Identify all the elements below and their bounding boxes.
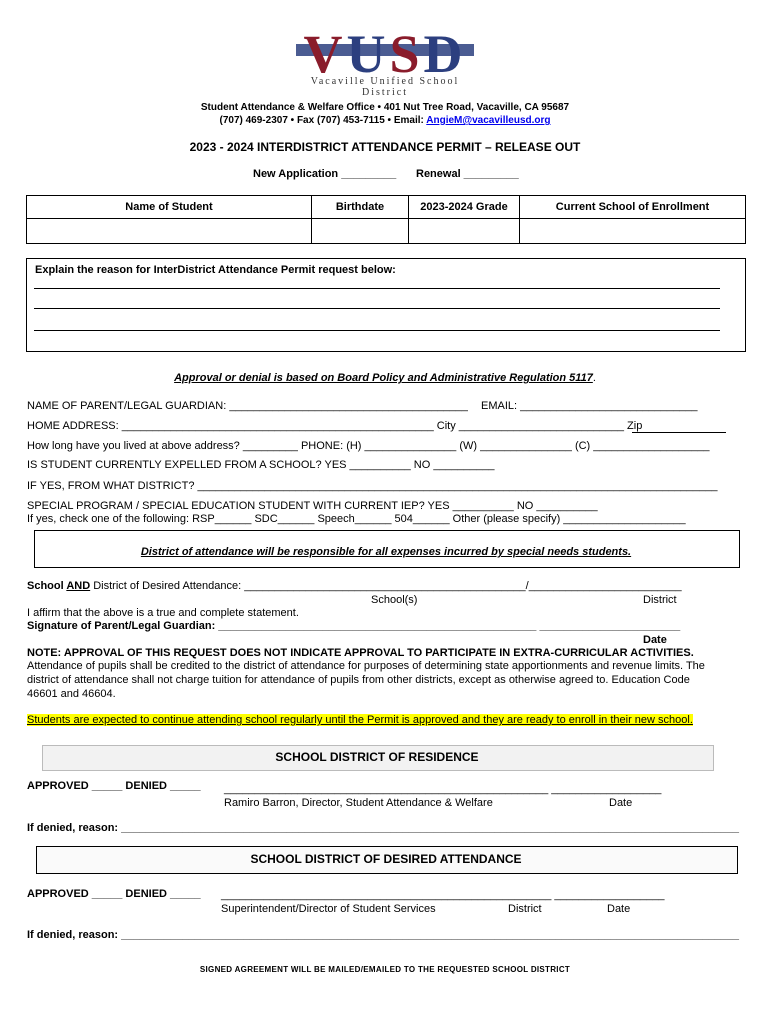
- attendance-paragraph-1: Attendance of pupils shall be credited to the district of attendance for purposes of determining state apportionments and revenue limits. The: [27, 660, 705, 672]
- residence-signer-name: Ramiro Barron, Director, Student Attendance & Welfare: [224, 797, 493, 809]
- explain-line-2[interactable]: [34, 308, 720, 309]
- parent-email-field[interactable]: EMAIL: _____________________________: [481, 400, 698, 412]
- email-link[interactable]: AngieM@vacavilleusd.org: [426, 115, 551, 126]
- responsibility-text: District of attendance will be responsible for all expenses incurred by special needs students.: [140, 546, 632, 558]
- contact-prefix: (707) 469-2307 • Fax (707) 453-7115 • Email:: [219, 115, 427, 126]
- current-school-cell[interactable]: [520, 219, 746, 244]
- expelled-question[interactable]: IS STUDENT CURRENTLY EXPELLED FROM A SCHOOL? YES __________ NO __________: [27, 459, 495, 471]
- residence-title: SCHOOL DISTRICT OF RESIDENCE: [275, 750, 479, 764]
- parent-name-field[interactable]: NAME OF PARENT/LEGAL GUARDIAN: _______________________________________: [27, 400, 468, 412]
- schools-label: School(s): [371, 594, 418, 606]
- office-contact: [0, 115, 770, 126]
- district-logo: [290, 24, 480, 98]
- desired-prefix: School: [27, 580, 67, 592]
- desired-and: AND: [66, 580, 91, 592]
- col-header-name: Name of Student: [27, 196, 312, 219]
- affirm-statement: I affirm that the above is a true and complete statement.: [27, 607, 299, 619]
- district-label: District: [643, 594, 677, 606]
- enrollment-expectation-notice: Students are expected to continue attending school regularly until the Permit is approved and they are ready to enroll in their new school.: [27, 714, 693, 726]
- home-address-field[interactable]: HOME ADDRESS: ___________________________________________________ City ___________________________ Zip: [27, 420, 643, 432]
- office-address: Student Attendance & Welfare Office • 401 Nut Tree Road, Vacaville, CA 95687: [200, 102, 570, 113]
- zip-line[interactable]: [632, 432, 726, 433]
- col-header-birthdate: Birthdate: [312, 196, 409, 219]
- desired-school-district-field[interactable]: [27, 580, 682, 592]
- student-info-table: [26, 195, 746, 244]
- special-program-checklist[interactable]: If yes, check one of the following: RSP______ SDC______ Speech______ 504______ Other (please specify) ____________________: [27, 513, 686, 525]
- explain-line-3[interactable]: [34, 330, 720, 331]
- signature-date-label: Date: [643, 634, 667, 646]
- residence-signature-line[interactable]: _____________________________________________________ __________________: [224, 783, 662, 795]
- residence-duration-phone-field[interactable]: How long have you lived at above address? _________ PHONE: (H) _______________ (W) _______________ (C) ___________________: [27, 440, 710, 452]
- desired-suffix: District of Desired Attendance: ______________________________________________/_________________________: [90, 580, 682, 592]
- student-name-cell[interactable]: [27, 219, 312, 244]
- logo-letters: VUSD: [303, 24, 467, 84]
- col-header-grade: 2023-2024 Grade: [409, 196, 520, 219]
- attendance-paragraph-2: district of attendance shall not charge tuition for attendance of pupils from other districts, except as otherwise agreed to. Education Code: [27, 674, 690, 686]
- attendance-paragraph-3: 46601 and 46604.: [27, 688, 116, 700]
- renewal-field[interactable]: Renewal _________: [416, 168, 519, 180]
- residence-denial-reason-field[interactable]: If denied, reason: _____________________________________________________________________________________________________: [27, 822, 740, 834]
- special-education-question[interactable]: SPECIAL PROGRAM / SPECIAL EDUCATION STUDENT WITH CURRENT IEP? YES __________ NO __________: [27, 500, 598, 512]
- extracurricular-note: NOTE: APPROVAL OF THIS REQUEST DOES NOT INDICATE APPROVAL TO PARTICIPATE IN EXTRA-CURRICULAR ACTIVITIES.: [27, 647, 694, 659]
- approval-policy-end: .: [592, 372, 596, 384]
- desired-signer-title: Superintendent/Director of Student Services: [221, 903, 436, 915]
- expelled-district-field[interactable]: IF YES, FROM WHAT DISTRICT? _____________________________________________________________________________________: [27, 480, 718, 492]
- approval-policy-note: [0, 372, 770, 384]
- desired-denial-reason-field[interactable]: If denied, reason: _____________________________________________________________________________________________________: [27, 929, 740, 941]
- desired-signature-line[interactable]: ______________________________________________________ __________________: [221, 889, 665, 901]
- explain-line-1[interactable]: [34, 288, 720, 289]
- grade-cell[interactable]: [409, 219, 520, 244]
- footer-note: SIGNED AGREEMENT WILL BE MAILED/EMAILED TO THE REQUESTED SCHOOL DISTRICT: [199, 965, 571, 974]
- desired-approval-fields[interactable]: APPROVED _____ DENIED _____: [27, 888, 201, 900]
- desired-date-label: Date: [607, 903, 631, 915]
- residence-date-label: Date: [609, 797, 633, 809]
- col-header-current-school: Current School of Enrollment: [520, 196, 746, 219]
- desired-title: SCHOOL DISTRICT OF DESIRED ATTENDANCE: [250, 852, 522, 866]
- desired-district-label: District: [508, 903, 542, 915]
- form-title: 2023 - 2024 INTERDISTRICT ATTENDANCE PERMIT – RELEASE OUT: [189, 140, 581, 154]
- birthdate-cell[interactable]: [312, 219, 409, 244]
- residence-approval-fields[interactable]: APPROVED _____ DENIED _____: [27, 780, 201, 792]
- explain-label: Explain the reason for InterDistrict Attendance Permit request below:: [35, 264, 396, 276]
- new-application-field[interactable]: New Application _________: [253, 168, 397, 180]
- guardian-signature-field[interactable]: Signature of Parent/Legal Guardian: ____________________________________________________ _______________________: [27, 620, 681, 632]
- approval-policy-text: Approval or denial is based on Board Policy and Administrative Regulation 5117: [174, 372, 593, 384]
- logo-subtitle: Vacaville Unified School District: [310, 76, 460, 98]
